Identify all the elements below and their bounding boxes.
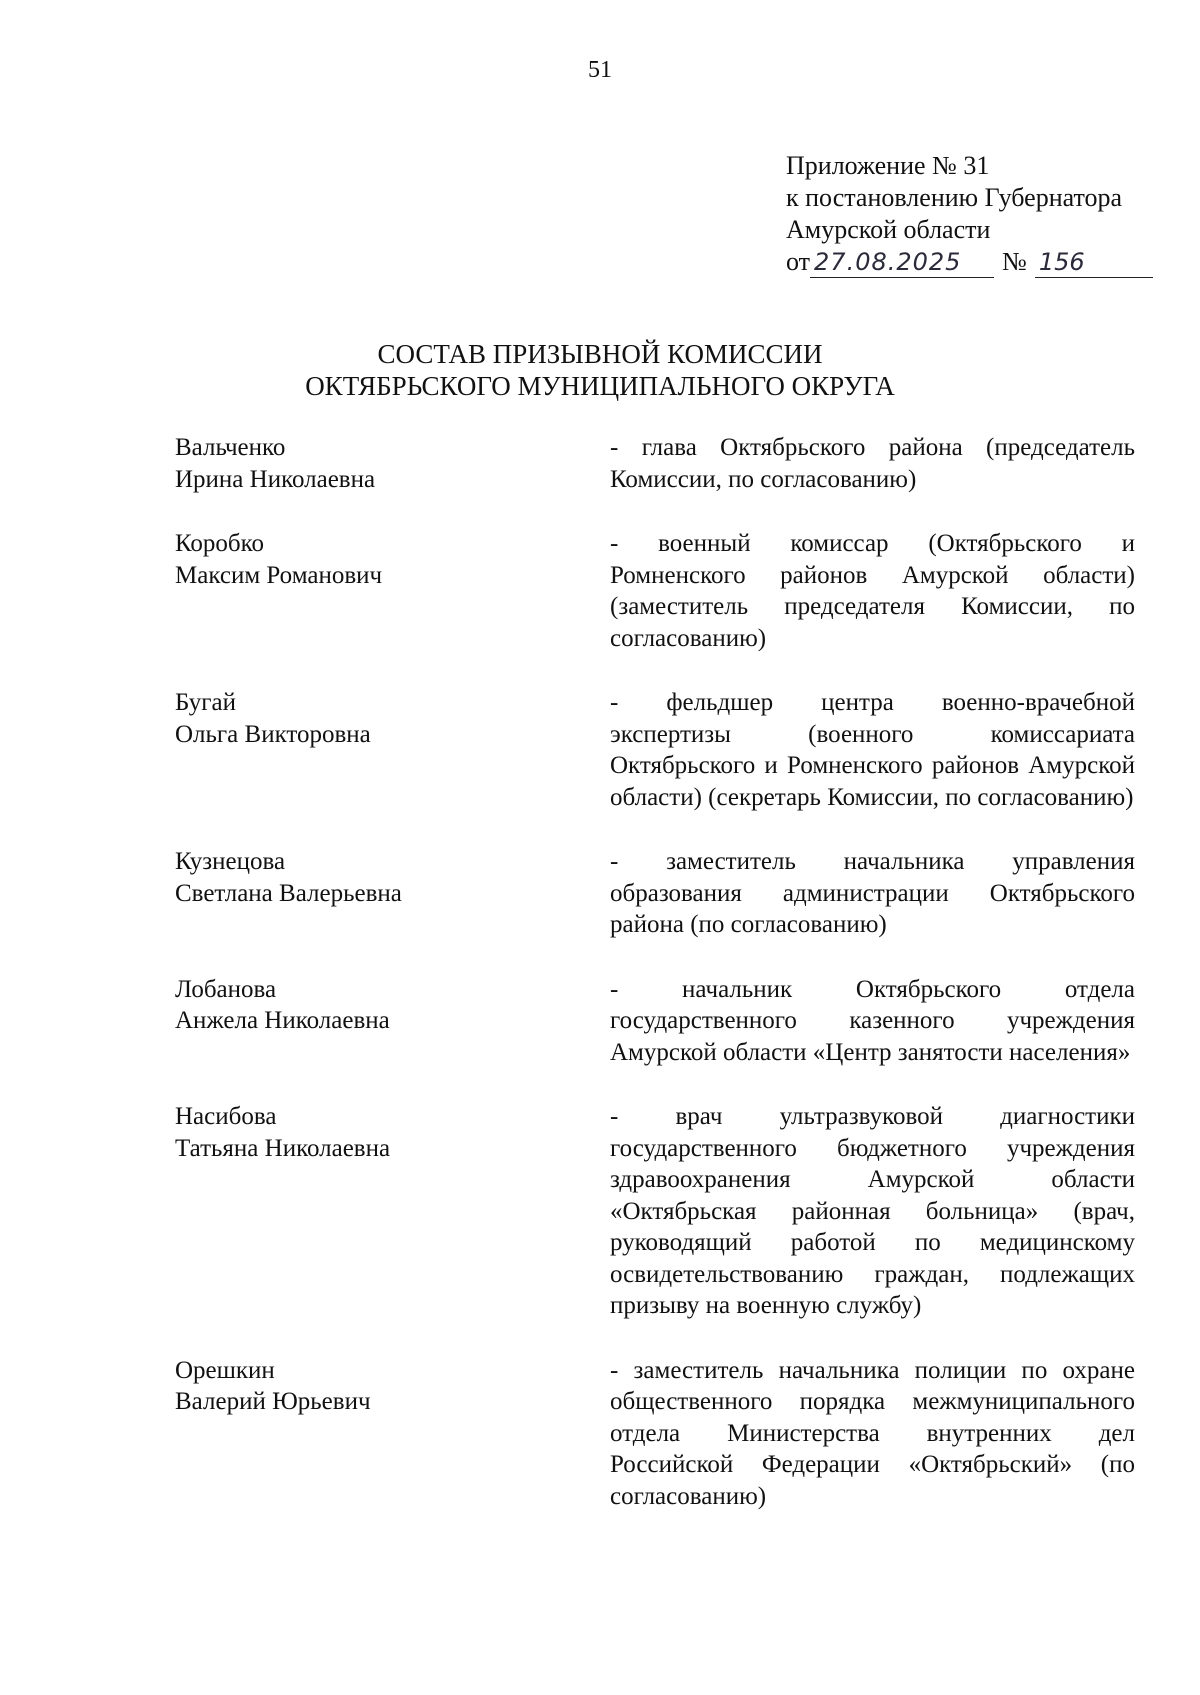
member-given-names: Максим Романович <box>175 561 383 589</box>
document-title <box>0 338 1200 402</box>
appendix-line-1: Приложение № 31 <box>786 151 990 180</box>
appendix-line-2: к постановлению Губернатора <box>786 183 1123 212</box>
member-name <box>175 687 610 813</box>
member-row <box>0 974 1200 1069</box>
title-line-1: СОСТАВ ПРИЗЫВНОЙ КОМИССИИ <box>377 339 823 369</box>
member-given-names: Валерий Юрьевич <box>175 1388 371 1415</box>
member-role: - глава Октябрьского района (председатель Комиссии, по согласованию) <box>610 434 1135 493</box>
member-name <box>175 1355 610 1513</box>
member-row <box>0 687 1200 813</box>
handwritten-number: 156 <box>1035 247 1153 278</box>
member-name <box>175 974 610 1069</box>
page-number: 51 <box>588 57 612 83</box>
member-given-names: Ольга Викторовна <box>175 720 371 748</box>
member-surname: Вальченко <box>175 434 286 461</box>
number-sign: № <box>1002 247 1027 276</box>
member-row <box>0 528 1200 654</box>
member-surname: Коробко <box>175 530 265 557</box>
member-given-names: Ирина Николаевна <box>175 465 376 493</box>
member-row <box>0 1101 1200 1322</box>
member-role: - начальник Октябрьского отдела государственного казенного учреждения Амурской области «Центр занятости населения» <box>610 975 1135 1066</box>
member-given-names: Светлана Валерьевна <box>175 879 402 907</box>
date-prefix: от <box>786 247 811 276</box>
handwritten-date: 27.08.2025 <box>810 247 994 278</box>
appendix-block <box>786 150 1166 278</box>
member-row <box>0 846 1200 941</box>
decree-reference <box>786 246 1166 278</box>
member-surname: Орешкин <box>175 1356 275 1384</box>
member-role: - заместитель начальника полиции по охране общественного порядка межмуниципального отдела Министерства внутренних дел Российской Федерации «Октябрьский» (по согласованию) <box>610 1356 1135 1510</box>
member-name <box>175 846 610 941</box>
member-name <box>175 1101 610 1322</box>
member-role: - заместитель начальника управления образования администрации Октябрьского района (по согласованию) <box>610 848 1135 938</box>
member-given-names: Татьяна Николаевна <box>175 1134 391 1162</box>
member-surname: Кузнецова <box>175 848 286 875</box>
appendix-line-3: Амурской области <box>786 215 991 244</box>
member-row <box>0 432 1200 495</box>
title-line-2: ОКТЯБРЬСКОГО МУНИЦИПАЛЬНОГО ОКРУГА <box>305 371 895 401</box>
member-row <box>0 1355 1200 1513</box>
members-list <box>0 432 1200 1545</box>
member-role: - военный комиссар (Октябрьского и Ромненского районов Амурской области) (заместитель председателя Комиссии, по согласованию) <box>610 530 1135 652</box>
member-name <box>175 432 610 495</box>
member-surname: Насибова <box>175 1103 277 1130</box>
member-surname: Лобанова <box>175 975 277 1003</box>
member-surname: Бугай <box>175 689 236 716</box>
member-given-names: Анжела Николаевна <box>175 1007 390 1034</box>
member-role: - фельдшер центра военно-врачебной экспертизы (военного комиссариата Октябрьского и Ромненского районов Амурской области) (секретарь Комиссии, по согласованию) <box>610 689 1135 811</box>
member-name <box>175 528 610 654</box>
member-role: - врач ультразвуковой диагностики государственного бюджетного учреждения здравоохранения Амурской области «Октябрьская районная больница» (врач, руководящий работой по медицинскому освидетельствованию граждан, подлежащих призыву на военную службу) <box>610 1103 1135 1319</box>
